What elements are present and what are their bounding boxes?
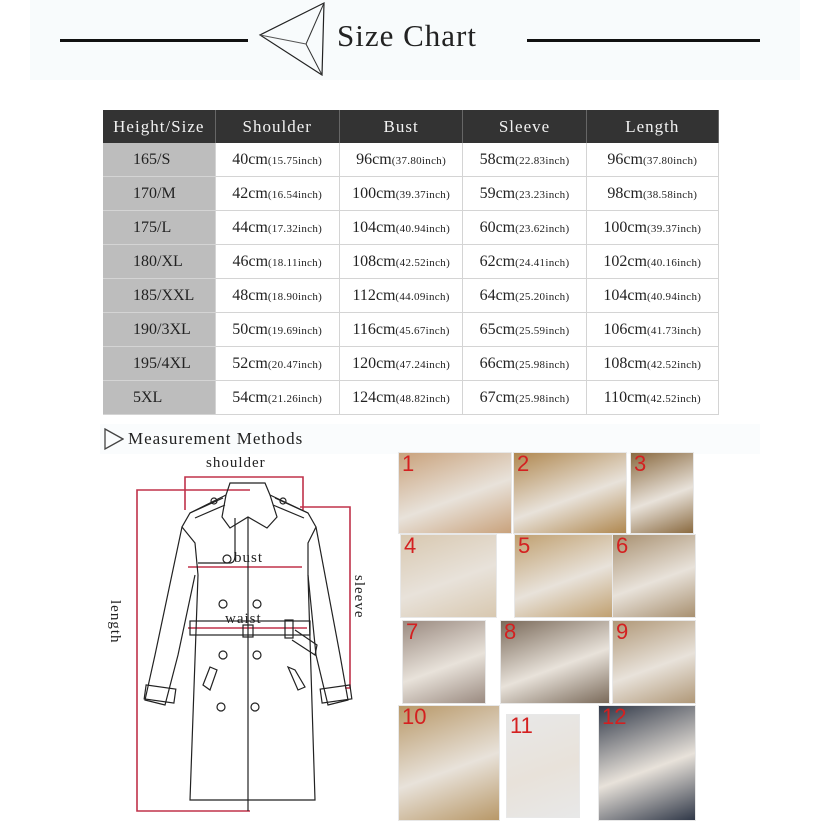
cm-value: 62cm [479, 252, 516, 270]
col-header-shoulder: Shoulder [215, 110, 339, 143]
col-header-length: Length [586, 110, 718, 143]
page-title: Size Chart [337, 18, 477, 53]
measurement-photo [514, 534, 614, 618]
label-sleeve: sleeve [351, 575, 367, 619]
cm-value: 59cm [479, 184, 516, 202]
cm-value: 108cm [603, 354, 647, 372]
measurement-photo [400, 534, 497, 618]
measurement-photo [500, 620, 610, 704]
photo-step-number: 4 [404, 534, 417, 558]
sleeve-cell [463, 245, 586, 279]
shoulder-cell [215, 279, 339, 313]
inch-value: (23.62inch) [515, 222, 570, 235]
length-cell [586, 279, 718, 313]
measurement-photo [506, 714, 580, 818]
photo-step-number: 9 [616, 620, 629, 644]
cm-value: 102cm [603, 252, 647, 270]
photo-step-number: 1 [402, 452, 415, 476]
triangle-pyramid-icon [258, 2, 328, 76]
measurement-photo [402, 620, 486, 704]
table-row [103, 211, 719, 245]
measurement-photo [612, 534, 696, 618]
photo-step-number: 6 [616, 534, 629, 558]
col-header-size: Height/Size [103, 110, 215, 143]
label-waist: waist [225, 611, 262, 627]
photo-step-number: 3 [634, 452, 647, 476]
sleeve-cell [463, 143, 586, 177]
inch-value: (45.67inch) [395, 324, 450, 337]
sleeve-cell [463, 347, 586, 381]
inch-value: (37.80inch) [642, 154, 698, 167]
cm-value: 104cm [603, 286, 647, 304]
inch-value: (47.24inch) [395, 358, 451, 371]
inch-value: (38.58inch) [642, 188, 698, 201]
table-row [103, 347, 719, 381]
inch-value: (40.16inch) [646, 256, 702, 269]
shoulder-cell [215, 211, 339, 245]
inch-value: (41.73inch) [646, 324, 702, 337]
measurement-photo [398, 452, 512, 534]
size-cell: 5XL [103, 381, 215, 415]
length-cell [586, 143, 718, 177]
bust-cell [339, 143, 462, 177]
size-cell: 175/L [103, 211, 215, 245]
cm-value: 64cm [479, 286, 516, 304]
cm-value: 116cm [352, 320, 396, 338]
cm-value: 100cm [603, 218, 647, 236]
cm-value: 48cm [232, 286, 268, 304]
cm-value: 58cm [479, 150, 516, 168]
measurement-photo [398, 705, 500, 821]
size-cell: 190/3XL [103, 313, 215, 347]
cm-value: 112cm [352, 286, 396, 304]
cm-value: 52cm [232, 354, 268, 372]
inch-value: (42.52inch) [646, 358, 702, 371]
shoulder-cell [215, 143, 339, 177]
table-row [103, 245, 719, 279]
cm-value: 67cm [479, 388, 516, 406]
inch-value: (25.98inch) [515, 358, 570, 371]
bust-cell [339, 211, 462, 245]
inch-value: (16.54inch) [267, 188, 323, 201]
size-cell: 165/S [103, 143, 215, 177]
cm-value: 120cm [352, 354, 396, 372]
inch-value: (42.52inch) [646, 392, 701, 405]
measurement-methods-title: Measurement Methods [128, 429, 304, 448]
table-row [103, 279, 719, 313]
size-cell: 195/4XL [103, 347, 215, 381]
length-cell [586, 347, 718, 381]
title-rule-right [527, 39, 760, 42]
label-length: length [107, 600, 123, 644]
col-header-bust: Bust [339, 110, 462, 143]
inch-value: (18.90inch) [267, 290, 323, 303]
length-cell [586, 381, 718, 415]
inch-value: (42.52inch) [395, 256, 451, 269]
table-header-row [103, 110, 719, 143]
shoulder-cell [215, 313, 339, 347]
shoulder-cell [215, 177, 339, 211]
inch-value: (23.23inch) [515, 188, 570, 201]
label-shoulder: shoulder [206, 455, 266, 471]
triangle-right-icon [104, 428, 124, 450]
cm-value: 42cm [232, 184, 268, 202]
size-cell: 185/XXL [103, 279, 215, 313]
cm-value: 65cm [479, 320, 516, 338]
cm-value: 46cm [232, 252, 269, 270]
photo-step-number: 12 [602, 705, 627, 729]
bust-cell [339, 177, 462, 211]
cm-value: 44cm [232, 218, 268, 236]
measurement-photo-grid [398, 452, 698, 822]
photo-step-number: 2 [517, 452, 530, 476]
photo-step-number: 7 [406, 620, 419, 644]
label-bust: bust [234, 550, 264, 566]
col-header-sleeve: Sleeve [463, 110, 586, 143]
inch-value: (48.82inch) [395, 392, 451, 405]
photo-step-number: 8 [504, 620, 517, 644]
inch-value: (25.59inch) [515, 324, 570, 337]
inch-value: (19.69inch) [267, 324, 323, 337]
bust-cell [339, 313, 462, 347]
sleeve-cell [463, 177, 586, 211]
inch-value: (40.94inch) [395, 222, 451, 235]
inch-value: (17.32inch) [267, 222, 323, 235]
inch-value: (25.98inch) [515, 392, 570, 405]
measurement-photo [612, 620, 696, 704]
inch-value: (37.80inch) [391, 154, 447, 167]
cm-value: 104cm [352, 218, 396, 236]
cm-value: 96cm [607, 150, 643, 168]
length-cell [586, 177, 718, 211]
table-row [103, 143, 719, 177]
cm-value: 106cm [603, 320, 647, 338]
photo-step-number: 10 [402, 705, 427, 729]
inch-value: (20.47inch) [267, 358, 323, 371]
table-row [103, 313, 719, 347]
coat-diagram [100, 455, 380, 825]
photo-step-number: 11 [510, 714, 533, 738]
shoulder-cell [215, 245, 339, 279]
shoulder-cell [215, 381, 339, 415]
measurement-photo [513, 452, 627, 534]
cm-value: 110cm [603, 388, 647, 406]
inch-value: (25.20inch) [515, 290, 570, 303]
cm-value: 40cm [232, 150, 268, 168]
inch-value: (15.75inch) [267, 154, 323, 167]
bust-cell [339, 279, 462, 313]
bust-cell [339, 347, 462, 381]
sleeve-cell [463, 381, 586, 415]
inch-value: (39.37inch) [395, 188, 451, 201]
length-cell [586, 211, 718, 245]
inch-value: (21.26inch) [267, 392, 323, 405]
inch-value: (40.94inch) [646, 290, 702, 303]
inch-value: (24.41inch) [515, 256, 570, 269]
cm-value: 50cm [232, 320, 268, 338]
sleeve-cell [463, 279, 586, 313]
shoulder-cell [215, 347, 339, 381]
length-cell [586, 313, 718, 347]
cm-value: 96cm [356, 150, 392, 168]
bust-cell [339, 381, 462, 415]
title-rule-left [60, 39, 248, 42]
cm-value: 108cm [352, 252, 396, 270]
inch-value: (44.09inch) [395, 290, 450, 303]
length-cell [586, 245, 718, 279]
table-row [103, 381, 719, 415]
cm-value: 98cm [607, 184, 643, 202]
table-row [103, 177, 719, 211]
size-cell: 180/XL [103, 245, 215, 279]
measurement-photo [598, 705, 696, 821]
cm-value: 54cm [232, 388, 268, 406]
cm-value: 60cm [479, 218, 516, 236]
bust-cell [339, 245, 462, 279]
sleeve-cell [463, 211, 586, 245]
measurement-photo [630, 452, 694, 534]
photo-step-number: 5 [518, 534, 531, 558]
cm-value: 100cm [352, 184, 396, 202]
size-chart-table [103, 110, 719, 415]
cm-value: 124cm [352, 388, 396, 406]
trench-coat-illustration [100, 455, 380, 825]
sleeve-cell [463, 313, 586, 347]
cm-value: 66cm [479, 354, 516, 372]
inch-value: (22.83inch) [515, 154, 570, 167]
size-cell: 170/M [103, 177, 215, 211]
inch-value: (18.11inch) [268, 256, 322, 269]
inch-value: (39.37inch) [646, 222, 702, 235]
